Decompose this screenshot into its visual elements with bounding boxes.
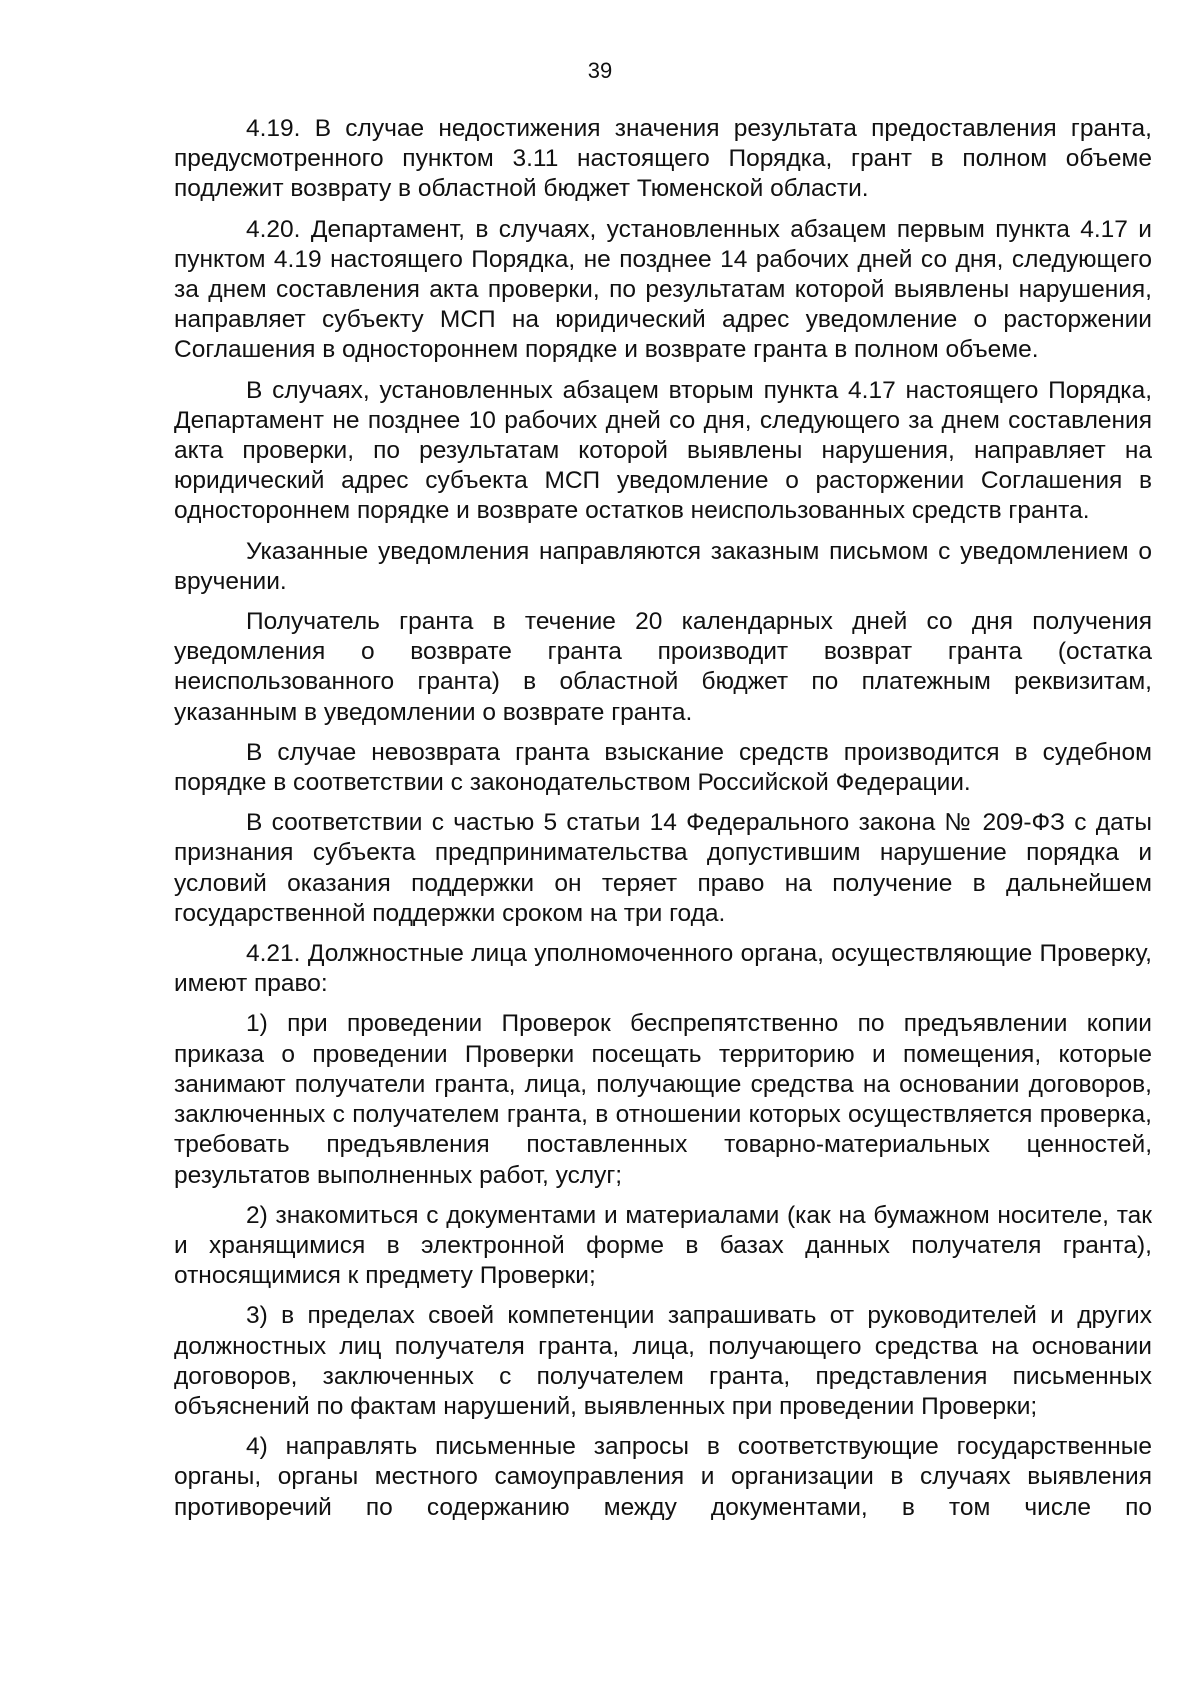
paragraph-court-recovery: В случае невозврата гранта взыскание средств производится в судебном порядке в соответствии с законодательством Российской Федерации. <box>174 738 1152 797</box>
page-number: 39 <box>587 58 613 83</box>
list-item-1: 1) при проведении Проверок беспрепятственно по предъявлении копии приказа о проведении Проверки посещать территорию и помещения, которые занимают получатели гранта, лица, получающие средства на основании договоров, заключенных с получателем гранта, в отношении которых осуществляется проверка, требовать предъявления поставленных товарно-материальных ценностей, результатов выполненных работ, услуг; <box>174 1010 1152 1189</box>
paragraph-4-19: 4.19. В случае недостижения значения результата предоставления гранта, предусмотренного пунктом 3.11 настоящего Порядка, грант в полном объеме подлежит возврату в областной бюджет Тюменской области. <box>174 115 1152 203</box>
paragraph-4-20: 4.20. Департамент, в случаях, установленных абзацем первым пункта 4.17 и пунктом 4.19 настоящего Порядка, не позднее 14 рабочих дней со дня, следующего за днем составления акта проверки, по результатам которой выявлены нарушения, направляет субъекту МСП на юридический адрес уведомление о расторжении Соглашения в одностороннем порядке и возврате гранта в полном объеме. <box>174 215 1152 364</box>
list-item-2: 2) знакомиться с документами и материалами (как на бумажном носителе, так и хранящимися в электронной форме в базах данных получателя гранта), относящимися к предмету Проверки; <box>174 1201 1152 1290</box>
paragraph-notifications: Указанные уведомления направляются заказным письмом с уведомлением о вручении. <box>174 537 1152 595</box>
document-body <box>174 114 1152 1533</box>
paragraph-4-20-cases: В случаях, установленных абзацем вторым пункта 4.17 настоящего Порядка, Департамент не позднее 10 рабочих дней со дня, следующего за днем составления акта проверки, по результатам которой выявлены нарушения, направляет на юридический адрес субъекта МСП уведомление о расторжении Соглашения в одностороннем порядке и возврате остатков неиспользованных средств гранта. <box>174 376 1152 525</box>
paragraph-4-21: 4.21. Должностные лица уполномоченного органа, осуществляющие Проверку, имеют право: <box>174 940 1152 998</box>
paragraph-return-term: Получатель гранта в течение 20 календарных дней со дня получения уведомления о возврате гранта производит возврат гранта (остатка неиспользованного гранта) в областной бюджет по платежным реквизитам, указанным в уведомлении о возврате гранта. <box>174 608 1152 726</box>
paragraph-209-fz: В соответствии с частью 5 статьи 14 Федерального закона № 209-ФЗ с даты признания субъекта предпринимательства допустившим нарушение порядка и условий оказания поддержки он теряет право на получение в дальнейшем государственной поддержки сроком на три года. <box>174 809 1152 927</box>
list-item-4: 4) направлять письменные запросы в соответствующие государственные органы, органы местного самоуправления и организации в случаях выявления противоречий по содержанию между документами, в том числе по <box>174 1433 1152 1521</box>
list-item-3: 3) в пределах своей компетенции запрашивать от руководителей и других должностных лиц получателя гранта, лица, получающего средства на основании договоров, заключенных с получателем гранта, представления письменных объяснений по фактам нарушений, выявленных при проведении Проверки; <box>174 1302 1152 1420</box>
